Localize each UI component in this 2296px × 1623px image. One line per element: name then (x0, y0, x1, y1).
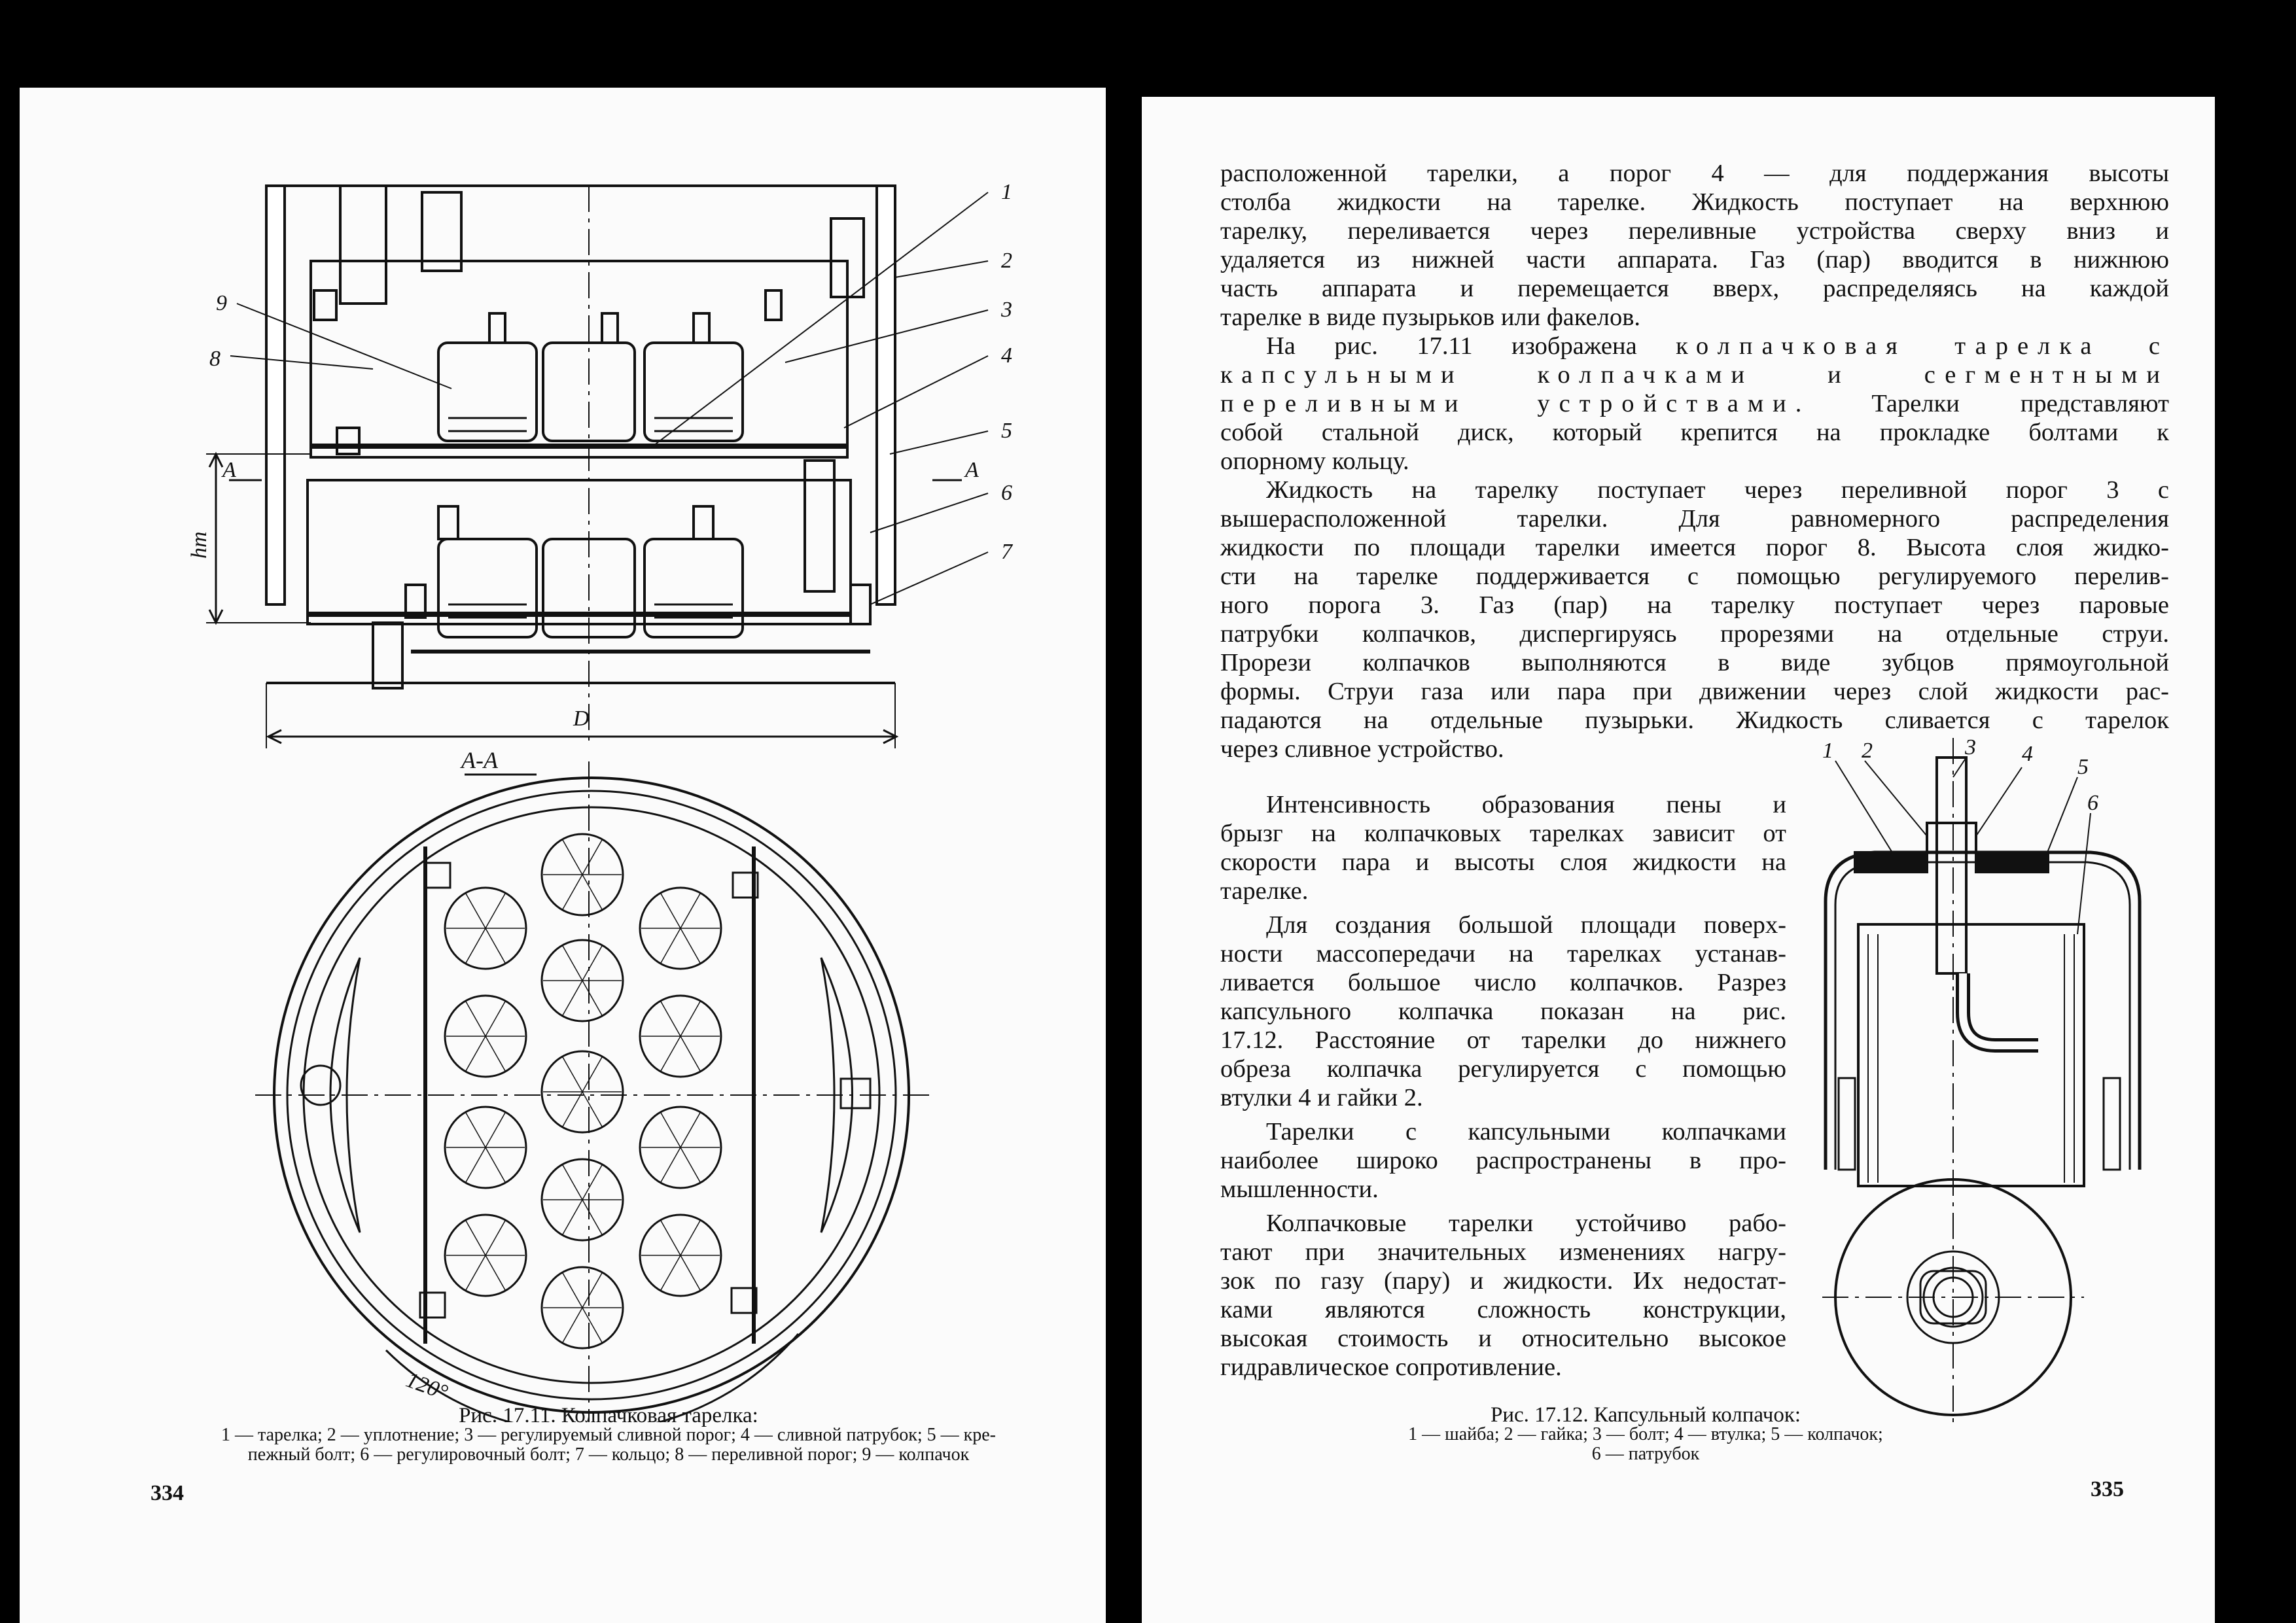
p1-line-5: часть аппарата и перемещается вверх, распределяясь на каждой (1220, 275, 2169, 302)
cap-part-label-2: 2 (1862, 739, 1873, 763)
page-number-left: 334 (150, 1481, 184, 1505)
full-width-text (1220, 159, 2169, 763)
cap-part-label-3: 3 (1965, 738, 1976, 759)
p3-line-10: через сливное устройство. (1220, 735, 1504, 763)
p3-line-4: сти на тарелке поддерживается с помощью регулируемого перелив- (1220, 563, 2169, 590)
left-page (20, 88, 1106, 1623)
page-number-right: 335 (2091, 1477, 2124, 1501)
paragraph-7 (1220, 1209, 1786, 1382)
p5-line-6: обреза колпачка регулируется с помощью (1220, 1055, 1786, 1083)
p5-line-2: ности массопередачи на тарелках устанав- (1220, 940, 1786, 968)
p7-line-3: зок по газу (пару) и жидкости. Их недостат- (1220, 1267, 1786, 1295)
cap-part-label-4: 4 (2022, 742, 2033, 766)
p5-line-5: 17.12. Расстояние от тарелки до нижнего (1220, 1026, 1786, 1054)
angle-label: 120° (402, 1367, 451, 1405)
p1-line-6: тарелке в виде пузырьков или факелов. (1220, 304, 1640, 331)
cap-leaders (1835, 758, 2091, 934)
caption-line-1: 1 — шайба; 2 — гайка; 3 — болт; 4 — втулка; 5 — колпачок; (1408, 1424, 1883, 1444)
section-marker-right: A (965, 458, 979, 482)
paragraph-6 (1220, 1117, 1786, 1204)
figure-17-11 (20, 88, 1106, 1422)
paragraph-1 (1220, 159, 2169, 332)
caption-title: Рис. 17.12. Капсульный колпачок: (1490, 1403, 1801, 1427)
narrow-column-text (1220, 790, 1786, 1382)
section-title: A-A (461, 747, 498, 773)
part-label-6: 6 (1001, 481, 1012, 505)
caption-title: Рис. 17.11. Колпачковая тарелка: (459, 1404, 758, 1427)
figure-17-12 (1796, 738, 2202, 1425)
part-label-1: 1 (1001, 180, 1012, 204)
p2-line-1: На рис. 17.11 изображена колпачковая тарелка с (1266, 332, 2170, 360)
part-label-4: 4 (1001, 343, 1012, 368)
p7-line-1: Колпачковые тарелки устойчиво рабо- (1266, 1210, 1786, 1237)
cap-part-label-1: 1 (1822, 739, 1833, 763)
p2-line-4: собой стальной диск, который крепится на прокладке болтами к (1220, 419, 2169, 446)
p7-line-4: ками являются сложность конструкции, (1220, 1296, 1786, 1323)
section-marker-left: A (222, 458, 236, 482)
right-page (1142, 97, 2215, 1623)
p3-line-9: падаются на отдельные пузырьки. Жидкость сливается с тарелок (1220, 707, 2169, 734)
part-label-7: 7 (1001, 540, 1012, 564)
part-label-5: 5 (1001, 419, 1012, 443)
cap-labels (1822, 738, 2098, 815)
cap-section-view (1826, 738, 2140, 1425)
caption-line-1: 1 — тарелка; 2 — уплотнение; 3 — регулируемый сливной порог; 4 — сливной патрубок; 5 — кре- (221, 1425, 996, 1445)
p2-line-2: капсульными колпачками и сегментными (1220, 361, 2169, 389)
p3-line-6: патрубки колпачков, диспергируясь прорезями на отдельные струи. (1220, 620, 2169, 648)
p7-line-2: тают при значительных изменениях нагру- (1220, 1238, 1786, 1266)
p1-line-4: удаляется из нижней части аппарата. Газ (пар) вводится в нижнюю (1220, 246, 2169, 273)
part-label-3: 3 (1001, 298, 1012, 322)
p6-line-1: Тарелки с капсульными колпачками (1266, 1118, 1786, 1145)
p3-line-5: ного порога 3. Газ (пар) на тарелку поступает через паровые (1220, 591, 2169, 619)
p5-line-1: Для создания большой площади поверх- (1266, 911, 1786, 939)
paragraph-3 (1220, 476, 2169, 763)
p1-line-3: тарелку, переливается через переливные устройства сверху вниз и (1220, 217, 2169, 245)
part-label-8: 8 (209, 347, 221, 371)
height-label: hm (187, 531, 211, 559)
paragraph-2 (1220, 332, 2169, 476)
p7-line-6: гидравлическое сопротивление. (1220, 1353, 1562, 1381)
figure-caption-17-11 (150, 1406, 1067, 1465)
part-label-9: 9 (216, 291, 227, 315)
p5-line-3: ливается большое число колпачков. Разрез (1220, 969, 1786, 996)
p1-line-2: столба жидкости на тарелке. Жидкость поступает на верхнюю (1220, 188, 2169, 216)
p3-line-8: формы. Струи газа или пара при движении через слой жидкости рас- (1220, 678, 2169, 705)
p4-line-1: Интенсивность образования пены и (1266, 791, 1786, 818)
p6-line-2: наиболее широко распространены в про- (1220, 1147, 1786, 1174)
cap-part-label-5: 5 (2077, 755, 2089, 779)
p4-line-2: брызг на колпачковых тарелках зависит от (1220, 820, 1786, 847)
plan-view (255, 761, 929, 1422)
p7-line-5: высокая стоимость и относительно высокое (1220, 1325, 1786, 1352)
caption-line-2: 6 — патрубок (1591, 1444, 1700, 1464)
p5-line-4: капсульного колпачка показан на рис. (1220, 998, 1786, 1025)
paragraph-4 (1220, 790, 1786, 905)
p6-line-3: мышленности. (1220, 1176, 1379, 1203)
cap-part-label-6: 6 (2087, 791, 2098, 815)
figure-caption-17-12 (1181, 1405, 2110, 1464)
p3-line-2: вышерасположенной тарелки. Для равномерного распределения (1220, 505, 2169, 532)
p2-line-5: опорному кольцу. (1220, 447, 1409, 475)
p2-line-3: переливными устройствами. Тарелки представляют (1220, 390, 2169, 417)
p4-line-4: тарелке. (1220, 877, 1309, 905)
diameter-label: D (573, 707, 590, 731)
caption-line-2: пежный болт; 6 — регулировочный болт; 7 — кольцо; 8 — переливной порог; 9 — колпачок (247, 1444, 970, 1465)
p3-line-7: Прорези колпачков выполняются в виде зубцов прямоугольной (1220, 649, 2169, 676)
p3-line-3: жидкости по площади тарелки имеется порог 8. Высота слоя жидко- (1220, 534, 2169, 561)
elevation-view (206, 186, 988, 748)
p5-line-7: втулки 4 и гайки 2. (1220, 1084, 1423, 1111)
part-label-2: 2 (1001, 249, 1012, 273)
p4-line-3: скорости пара и высоты слоя жидкости на (1220, 848, 1786, 876)
p1-line-1: расположенной тарелки, а порог 4 — для поддержания высоты (1220, 160, 2169, 187)
p3-line-1: Жидкость на тарелку поступает через переливной порог 3 с (1266, 476, 2169, 504)
paragraph-5 (1220, 911, 1786, 1112)
